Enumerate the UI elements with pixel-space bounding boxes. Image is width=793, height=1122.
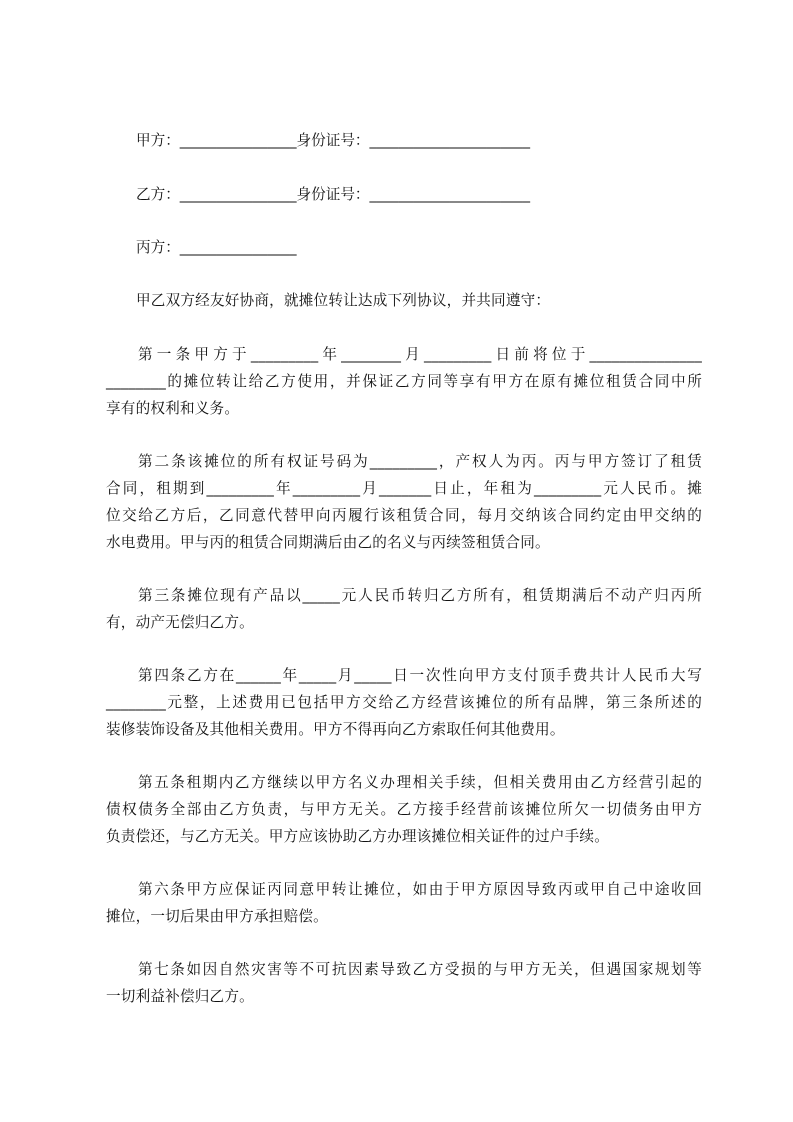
article-2-line-1: 第二条该摊位的所有权证号码为_________，产权人为丙。丙与甲方签订了租赁 [138, 453, 702, 470]
article-2-line-2: 合同，租期到_________年_________月_______日止，年租为_________元人民币。摊 [106, 480, 702, 497]
article-2-line-3: 位交给乙方后，乙同意代替甲向丙履行该租赁合同，每月交纳该合同约定由甲交纳的 [106, 507, 702, 524]
article-4-line-2: ________元整，上述费用已包括甲方交给乙方经营该摊位的所有品牌，第三条所述的 [106, 694, 702, 711]
article-1-line-3: 享有的权利和义务。 [106, 400, 240, 417]
article-3-line-2: 有，动产无偿归乙方。 [106, 614, 254, 631]
article-7-line-1: 第七条如因自然灾害等不可抗因素导致乙方受损的与甲方无关，但遇国家规划等 [138, 961, 702, 978]
party-c-line: 丙方：________________ [136, 239, 297, 256]
article-1-line-1: 第一条甲方于_________年________月_________日前将位于_______________ [138, 346, 702, 363]
article-2-line-4: 水电费用。甲与丙的租赁合同期满后由乙的名义与丙续签租赁合同。 [106, 534, 550, 551]
article-5-line-2: 债权债务全部由乙方负责，与甲方无关。乙方接手经营前该摊位所欠一切债务由甲方 [106, 801, 702, 818]
article-6-line-2: 摊位，一切后果由甲方承担赔偿。 [106, 908, 328, 925]
party-a-line: 甲方：________________身份证号：______________________ [136, 132, 531, 149]
article-6-line-1: 第六条甲方应保证丙同意甲转让摊位，如由于甲方原因导致丙或甲自己中途收回 [138, 881, 702, 898]
article-3-line-1: 第三条摊位现有产品以_____元人民币转归乙方所有，租赁期满后不动产归丙所 [138, 587, 702, 604]
article-5-line-3: 负责偿还，与乙方无关。甲方应该协助乙方办理该摊位相关证件的过户手续。 [106, 828, 609, 845]
article-5-line-1: 第五条租期内乙方继续以甲方名义办理相关手续，但相关费用由乙方经营引起的 [138, 774, 702, 791]
article-1-line-2: ________的摊位转让给乙方使用，并保证乙方同等享有甲方在原有摊位租赁合同中所 [106, 373, 702, 390]
party-b-line: 乙方：________________身份证号：______________________ [136, 186, 531, 203]
intro-paragraph: 甲乙双方经友好协商，就摊位转让达成下列协议，并共同遵守： [136, 292, 551, 309]
article-4-line-1: 第四条乙方在______年_____月_____日一次性向甲方支付顶手费共计人民币大写 [138, 667, 702, 684]
article-7-line-2: 一切利益补偿归乙方。 [106, 988, 254, 1005]
article-4-line-3: 装修装饰设备及其他相关费用。甲方不得再向乙方索取任何其他费用。 [106, 721, 565, 738]
